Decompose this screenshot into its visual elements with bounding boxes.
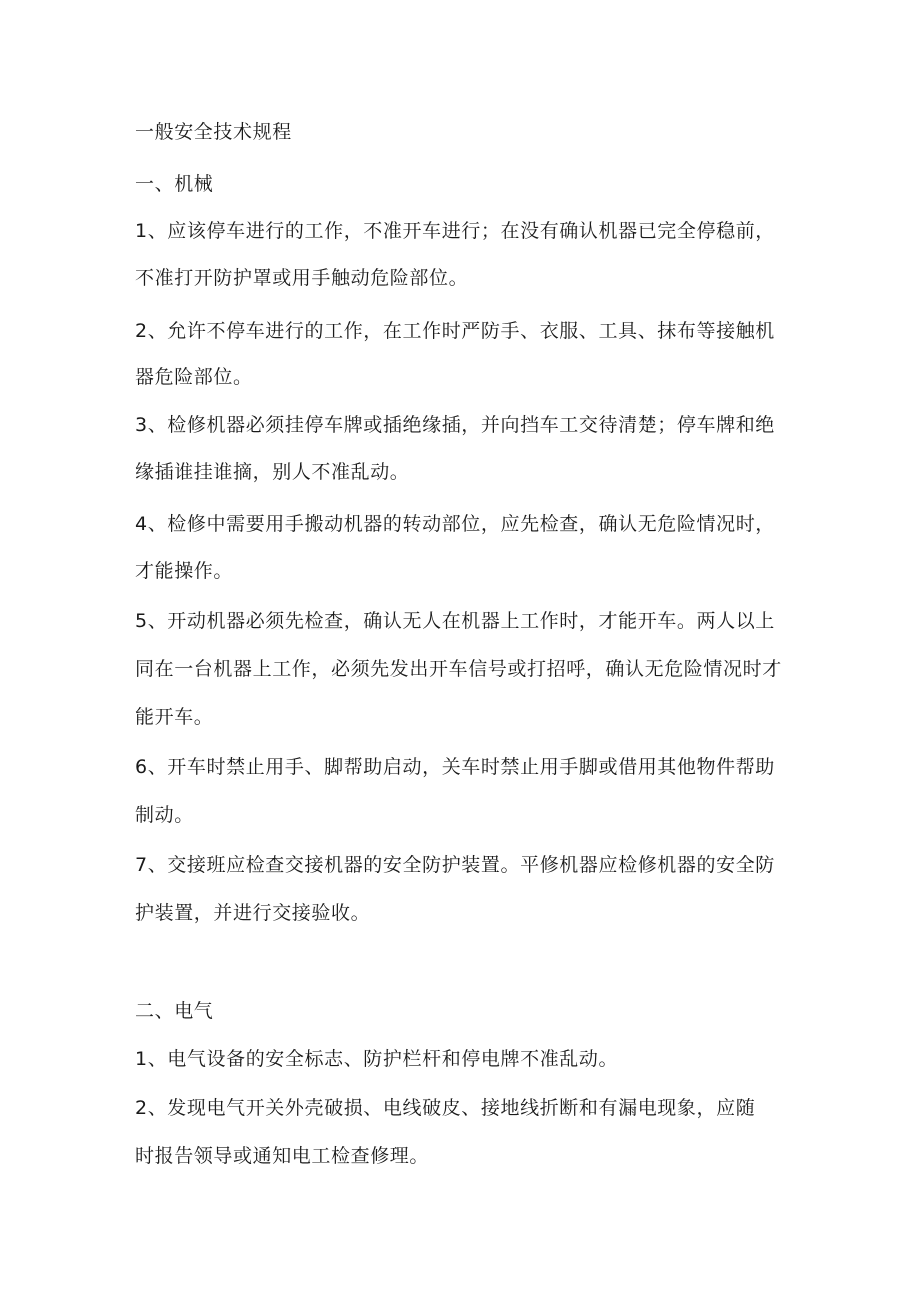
electrical-item-2-line-2: 时报告领导或通知电工检查修理。	[135, 1145, 430, 1167]
machinery-item-5-line-3: 能开车。	[135, 706, 214, 728]
machinery-item-5-line-2: 同在一台机器上工作，必须先发出开车信号或打招呼，确认无危险情况时才	[135, 658, 782, 680]
electrical-item-1-line-1: 1、电气设备的安全标志、防护栏杆和停电牌不准乱动。	[135, 1048, 619, 1070]
machinery-item-2-line-1: 2、允许不停车进行的工作，在工作时严防手、衣服、工具、抹布等接触机	[135, 320, 775, 342]
electrical-item-2-line-1: 2、发现电气开关外壳破损、电线破皮、接地线折断和有漏电现象，应随	[135, 1097, 756, 1119]
machinery-item-6-line-1: 6、开车时禁止用手、脚帮助启动，关车时禁止用手脚或借用其他物件帮助	[135, 756, 775, 778]
machinery-item-5-line-1: 5、开动机器必须先检查，确认无人在机器上工作时，才能开车。两人以上	[135, 610, 775, 632]
machinery-item-1-line-2: 不准打开防护罩或用手触动危险部位。	[135, 267, 469, 289]
machinery-item-6-line-2: 制动。	[135, 804, 194, 826]
section-heading-electrical: 二、电气	[135, 1000, 214, 1022]
machinery-item-3-line-1: 3、检修机器必须挂停车牌或插绝缘插，并向挡车工交待清楚；停车牌和绝	[135, 414, 775, 436]
section-heading-machinery: 一、机械	[135, 173, 214, 195]
machinery-item-2-line-2: 器危险部位。	[135, 366, 253, 388]
machinery-item-4-line-2: 才能操作。	[135, 560, 234, 582]
machinery-item-4-line-1: 4、检修中需要用手搬动机器的转动部位，应先检查，确认无危险情况时，	[135, 513, 775, 535]
document-title: 一般安全技术规程	[135, 121, 292, 143]
machinery-item-3-line-2: 缘插谁挂谁摘，别人不准乱动。	[135, 461, 410, 483]
machinery-item-1-line-1: 1、应该停车进行的工作，不准开车进行；在没有确认机器已完全停稳前，	[135, 220, 775, 242]
machinery-item-7-line-1: 7、交接班应检查交接机器的安全防护装置。平修机器应检修机器的安全防	[135, 854, 775, 876]
machinery-item-7-line-2: 护装置，并进行交接验收。	[135, 902, 371, 924]
